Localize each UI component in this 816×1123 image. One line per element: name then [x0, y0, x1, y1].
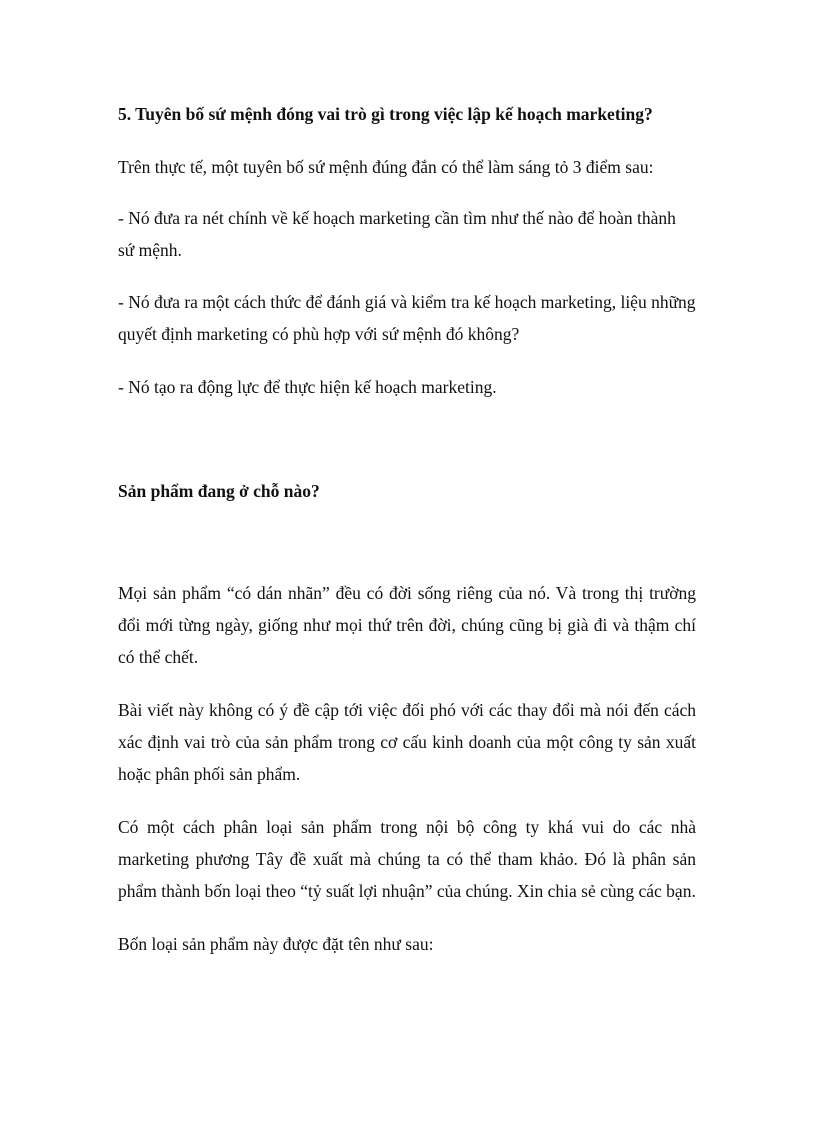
paragraph-intro: Trên thực tế, một tuyên bố sứ mệnh đúng đắn có thể làm sáng tỏ 3 điểm sau: [118, 157, 654, 177]
paragraph-product-3: Có một cách phân loại sản phẩm trong nội bộ công ty khá vui do các nhà marketing phương Tây đề xuất mà chúng ta có thể tham khảo. Đó là phân sản phẩm thành bốn loại theo “tỷ suất lợi nhuận” của chúng. Xin chia sẻ cùng các bạn. [118, 817, 696, 901]
bullet-item-3: - Nó tạo ra động lực để thực hiện kế hoạch marketing. [118, 377, 497, 397]
document-page [118, 0, 698, 1123]
paragraph-product-4: Bốn loại sản phẩm này được đặt tên như sau: [118, 934, 434, 954]
paragraph-product-1: Mọi sản phẩm “có dán nhãn” đều có đời sống riêng của nó. Và trong thị trường đổi mới từng ngày, giống như mọi thứ trên đời, chúng cũng bị già đi và thậm chí có thể chết. [118, 583, 696, 667]
bullet-item-1: - Nó đưa ra nét chính về kế hoạch marketing cần tìm như thế nào để hoàn thành sứ mệnh. [118, 208, 676, 260]
section-heading-product: Sản phẩm đang ở chỗ nào? [118, 481, 320, 501]
section-heading-mission: 5. Tuyên bố sứ mệnh đóng vai trò gì trong việc lập kế hoạch marketing? [118, 104, 653, 124]
bullet-item-2: - Nó đưa ra một cách thức để đánh giá và kiểm tra kế hoạch marketing, liệu những quyết định marketing có phù hợp với sứ mệnh đó không? [118, 292, 696, 344]
paragraph-product-2: Bài viết này không có ý đề cập tới việc đối phó với các thay đổi mà nói đến cách xác định vai trò của sản phẩm trong cơ cấu kinh doanh của một công ty sản xuất hoặc phân phối sản phẩm. [118, 700, 696, 784]
